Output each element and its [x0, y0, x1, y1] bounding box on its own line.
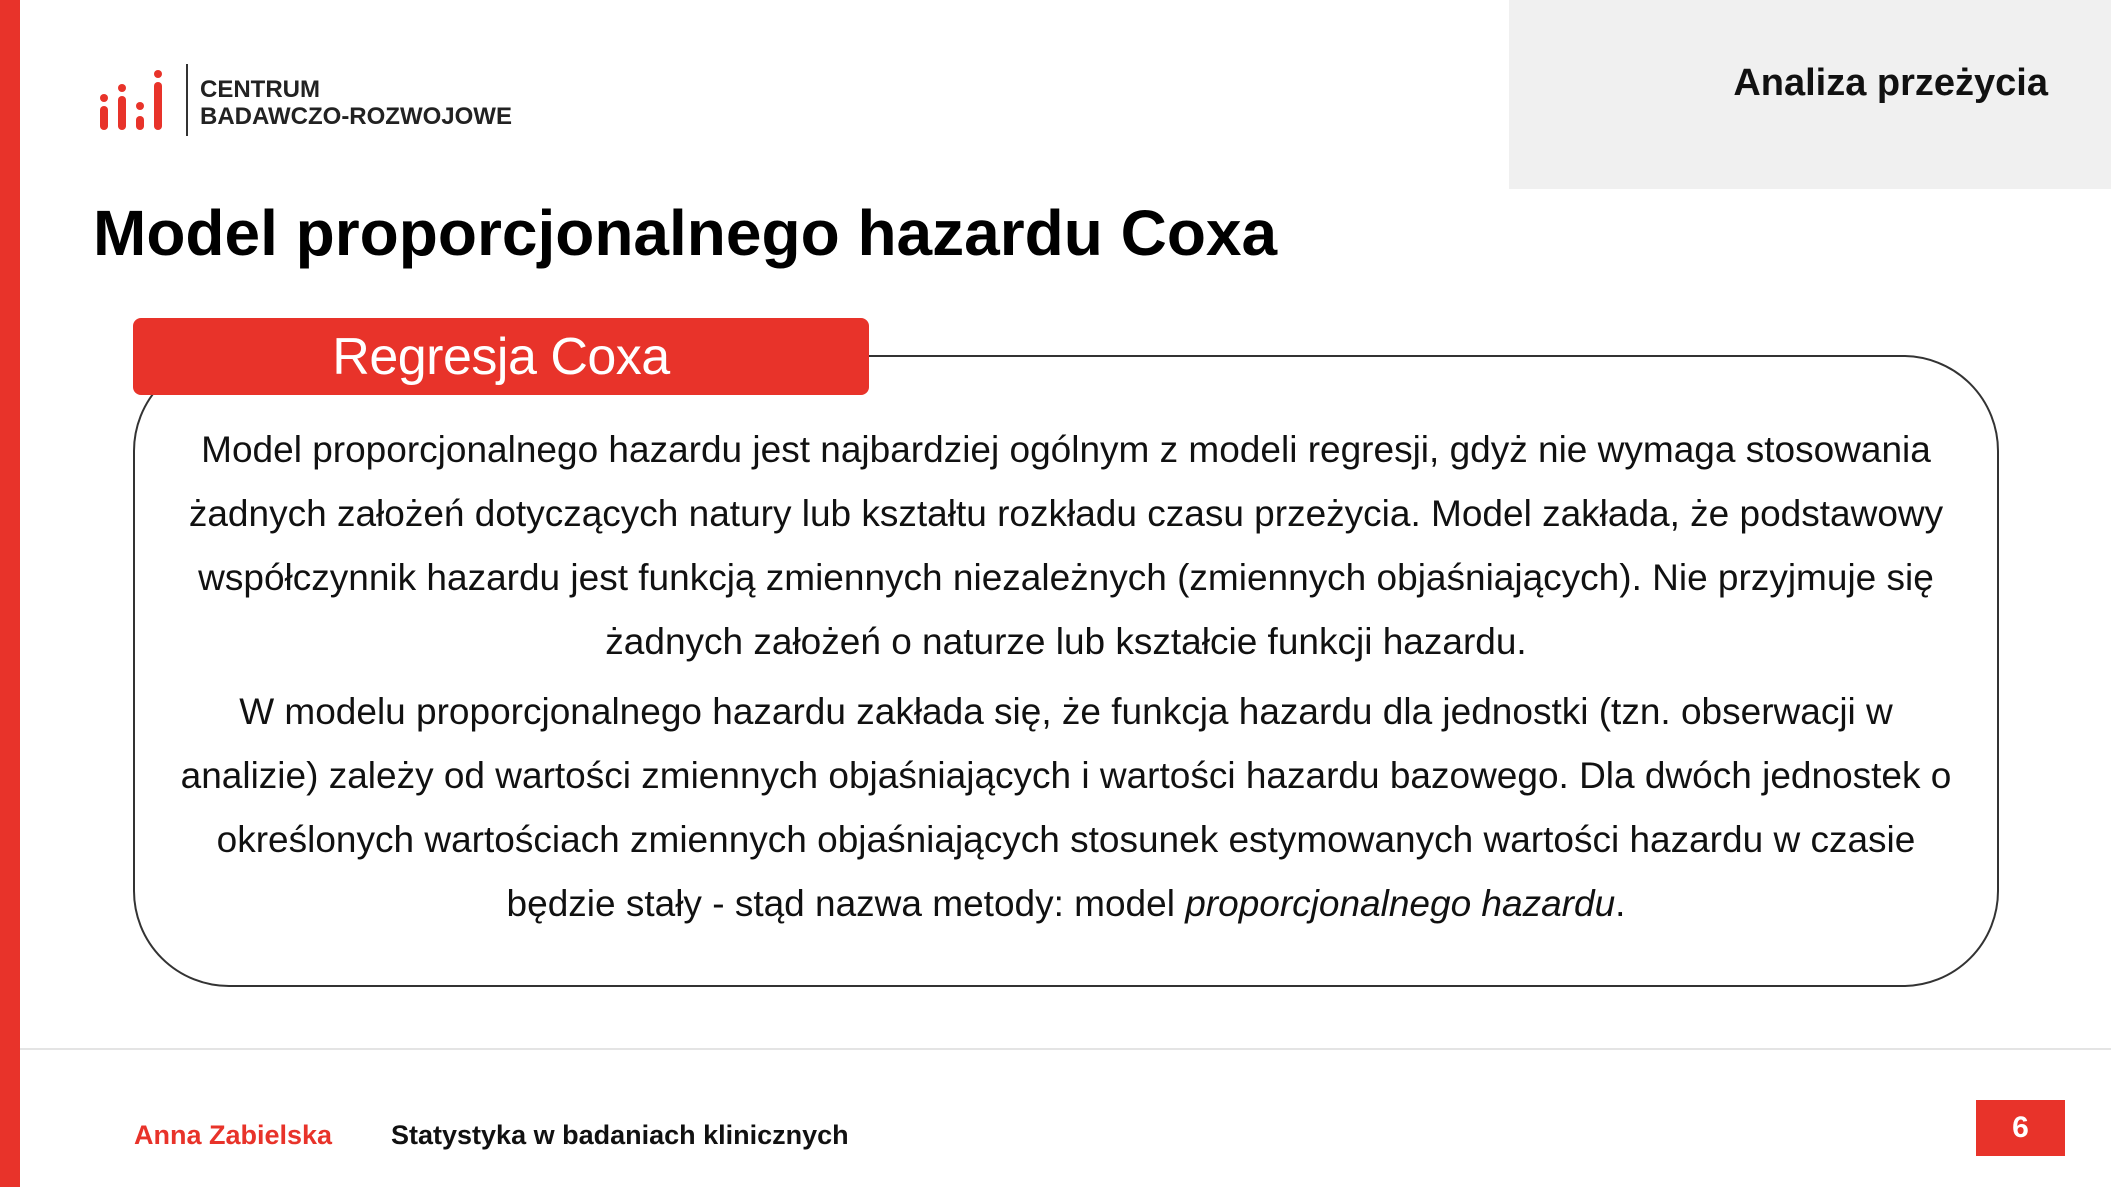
footer-divider — [20, 1048, 2111, 1050]
paragraph-2 — [178, 680, 1954, 936]
logo-line-2: BADAWCZO-ROZWOJOWE — [200, 103, 512, 130]
paragraph-2-main: W modelu proporcjonalnego hazardu zakłada się, że funkcja hazardu dla jednostki (tzn. obserwacji w analizie) zależy od wartości zmiennych objaśniających i wartości hazardu bazowego. Dla dwóch jednostek o określonych wartościach zmiennych objaśniających stosunek estymowanych wartości hazardu w czasie będzie stały - stąd nazwa metody: model — [180, 691, 1952, 924]
section-tab — [133, 318, 869, 395]
page-title: Model proporcjonalnego hazardu Coxa — [93, 197, 1278, 269]
page-number: 6 — [1976, 1100, 2065, 1156]
left-accent-bar — [0, 0, 20, 1187]
footer-author: Anna Zabielska — [134, 1120, 333, 1150]
bar-chart-logo-icon — [100, 64, 192, 136]
paragraph-1: Model proporcjonalnego hazardu jest najbardziej ogólnym z modeli regresji, gdyż nie wymaga stosowania żadnych założeń dotyczących natury lub kształtu rozkładu czasu przeżycia. Model zakłada, że podstawowy współczynnik hazardu jest funkcją zmiennych niezależnych (zmiennych objaśniających). Nie przyjmuje się żadnych założeń o naturze lub kształcie funkcji hazardu. — [188, 429, 1944, 662]
paragraph-2-end: . — [1615, 883, 1626, 924]
logo-text — [200, 76, 512, 130]
logo-line-1: CENTRUM — [200, 76, 320, 103]
footer-course: Statystyka w badaniach klinicznych — [391, 1120, 849, 1150]
tab-label: Regresja Coxa — [332, 327, 670, 386]
header-panel — [1509, 0, 2111, 189]
section-title: Analiza przeżycia — [1733, 62, 2048, 104]
logo-divider — [186, 64, 188, 136]
paragraph-2-italic: proporcjonalnego hazardu — [1185, 883, 1616, 924]
